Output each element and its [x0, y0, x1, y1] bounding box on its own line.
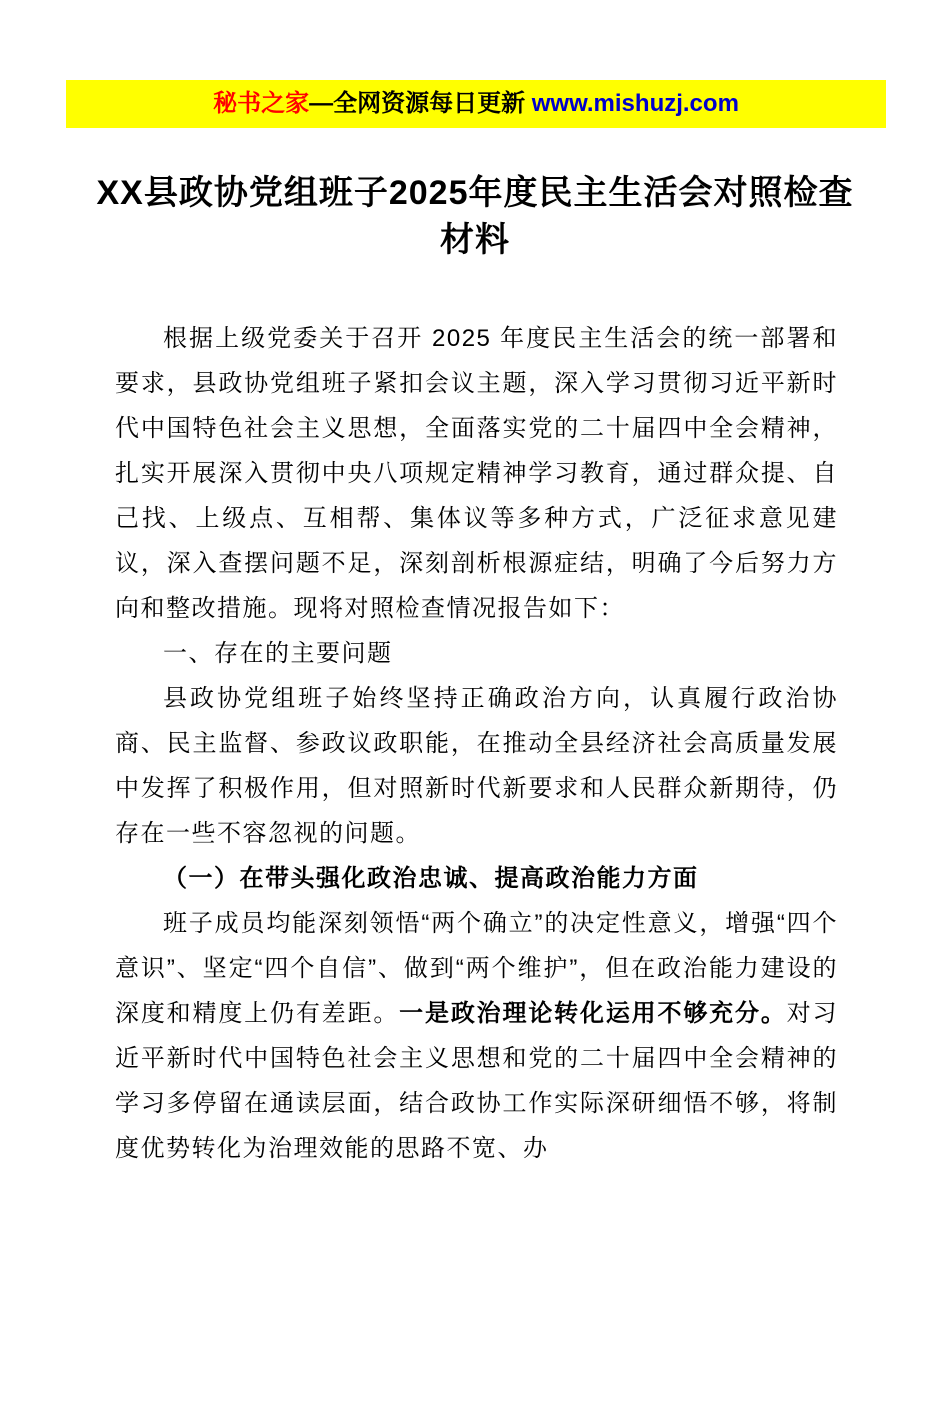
document-body [115, 316, 838, 1171]
paragraph-intro: 根据上级党委关于召开 2025 年度民主生活会的统一部署和要求，县政协党组班子紧扣会议主题，深入学习贯彻习近平新时代中国特色社会主义思想，全面落实党的二十届四中全会精神，扎实开展深入贯彻中央八项规定精神学习教育，通过群众提、自己找、上级点、互相帮、集体议等多种方式，广泛征求意见建议，深入查摆问题不足，深刻剖析根源症结，明确了今后努力方向和整改措施。现将对照检查情况报告如下： [115, 325, 838, 622]
document-title: XX县政协党组班子2025年度民主生活会对照检查材料 [96, 174, 854, 259]
site-name: 秘书之家 [213, 90, 310, 117]
paragraph-detail-run-1: 班子成员均能深刻领悟“两个确立”的决定性意义，增强“四个意识”、坚定“四个自信”、做到“两个维护”，但在政治能力建设的深度和精度上仍有差距。 [115, 910, 838, 1027]
paragraph-overview: 县政协党组班子始终坚持正确政治方向，认真履行政治协商、民主监督、参政议政职能，在推动全县经济社会高质量发展中发挥了积极作用，但对照新时代新要求和人民群众新期待，仍存在一些不容忽视的问题。 [115, 685, 838, 847]
site-tagline: —全网资源每日更新 [309, 90, 532, 117]
paragraph-detail [115, 901, 838, 1171]
paragraph-detail-run-3: 对习近平新时代中国特色社会主义思想和党的二十届四中全会精神的学习多停留在通读层面，结合政协工作实际深研细悟不够，将制度优势转化为治理效能的思路不宽、办 [115, 1000, 839, 1162]
section-heading-main-problems: 一、存在的主要问题 [163, 640, 393, 667]
site-url-link[interactable]: www.mishuzj.com [531, 90, 739, 117]
paragraph-detail-run-2-bold: 一是政治理论转化运用不够充分。 [399, 1000, 787, 1027]
subsection-heading-political-loyalty: （一）在带头强化政治忠诚、提高政治能力方面 [163, 865, 699, 892]
document-page [0, 80, 950, 1424]
site-banner [66, 80, 886, 128]
